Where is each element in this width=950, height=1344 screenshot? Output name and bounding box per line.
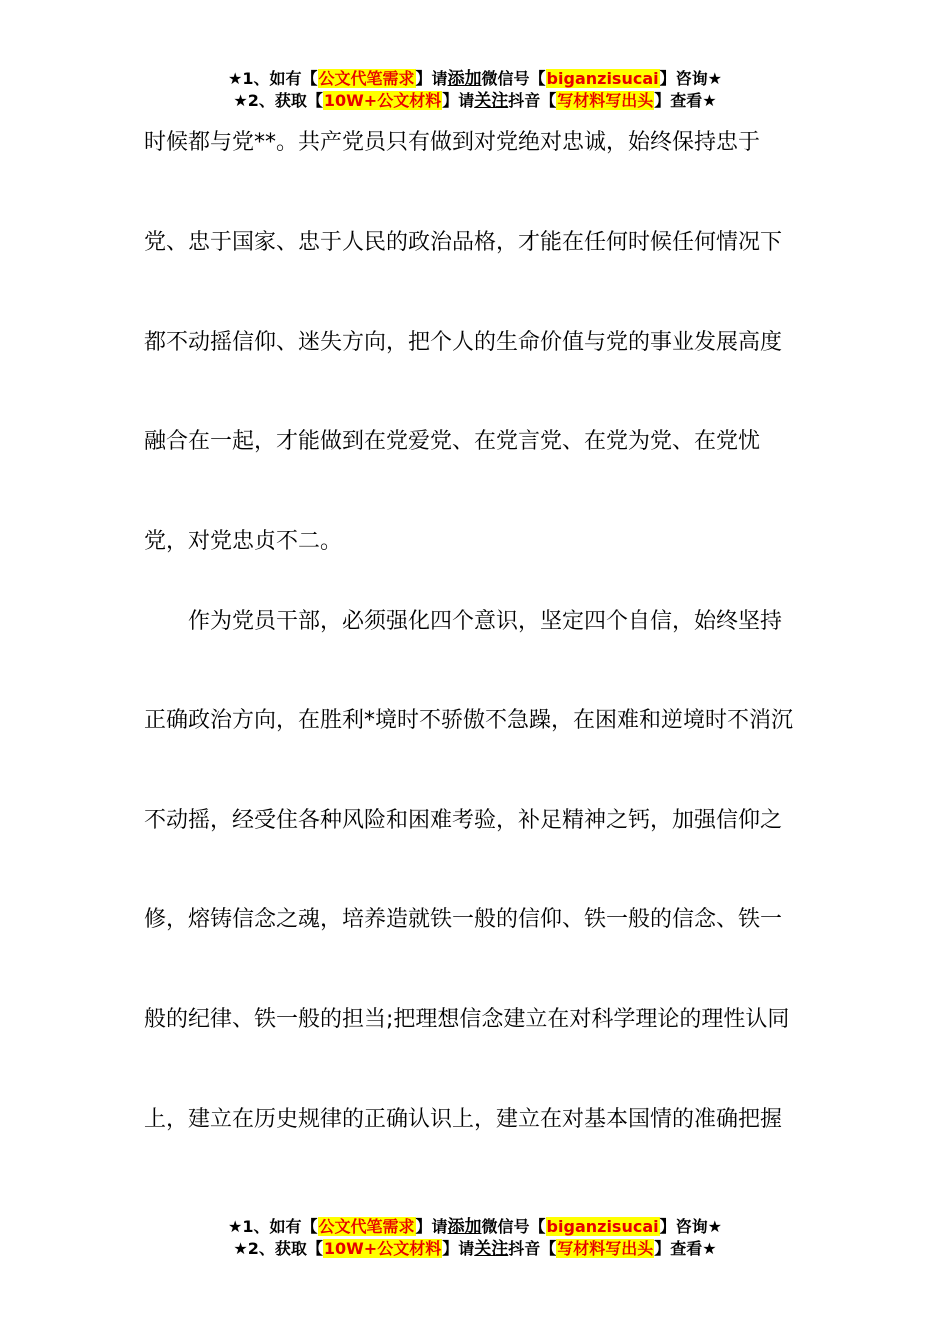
body-line: 都不动摇信仰、迷失方向，把个人的生命价值与党的事业发展高度: [144, 330, 783, 355]
highlight-text: biganzisucai: [546, 1217, 659, 1236]
underlined-text: 关注: [474, 1239, 509, 1259]
banner-text: 】请: [415, 69, 448, 88]
banner-text: 】请: [442, 91, 475, 110]
banner-text: ★2、获取【: [233, 91, 323, 110]
body-line: 时候都与党**。共产党员只有做到对党绝对忠诚，始终保持忠于: [144, 130, 761, 155]
banner-line-2: [0, 1238, 950, 1260]
highlight-text: 写材料写出头: [557, 1239, 654, 1258]
highlight-text: 公文代笔需求: [318, 69, 415, 88]
banner-line-2: [0, 90, 950, 112]
banner-text: 微信号【: [481, 1217, 546, 1236]
body-line: 党、忠于国家、忠于人民的政治品格，才能在任何时候任何情况下: [144, 230, 783, 255]
banner-text: 】咨询★: [659, 69, 722, 88]
underlined-text: 添加: [447, 1217, 482, 1237]
body-line: 作为党员干部，必须强化四个意识，坚定四个自信，始终坚持: [144, 609, 783, 634]
banner-text: 抖音【: [508, 1239, 557, 1258]
body-line: 融合在一起，才能做到在党爱党、在党言党、在党为党、在党忧: [144, 429, 761, 454]
header-banner: [0, 68, 950, 112]
banner-text: 抖音【: [508, 91, 557, 110]
body-line: 不动摇，经受住各种风险和困难考验，补足精神之钙，加强信仰之: [144, 808, 783, 833]
highlight-text: 写材料写出头: [557, 91, 654, 110]
underlined-text: 关注: [474, 91, 509, 111]
highlight-text: 公文代笔需求: [318, 1217, 415, 1236]
body-line: 般的纪律、铁一般的担当;把理想信念建立在对科学理论的理性认同: [144, 1007, 790, 1032]
body-line: 上，建立在历史规律的正确认识上，建立在对基本国情的准确把握: [144, 1107, 783, 1132]
banner-text: 】咨询★: [659, 1217, 722, 1236]
banner-text: 微信号【: [481, 69, 546, 88]
banner-text: ★1、如有【: [228, 69, 318, 88]
body-line: 修，熔铸信念之魂，培养造就铁一般的信仰、铁一般的信念、铁一: [144, 907, 783, 932]
body-line: 党，对党忠贞不二。: [144, 529, 343, 554]
banner-text: 】查看★: [654, 91, 717, 110]
banner-text: 】请: [415, 1217, 448, 1236]
banner-line-1: [0, 68, 950, 90]
footer-banner: [0, 1216, 950, 1260]
body-line: 正确政治方向，在胜利*境时不骄傲不急躁，在困难和逆境时不消沉: [144, 708, 794, 733]
banner-text: 】查看★: [654, 1239, 717, 1258]
banner-text: 】请: [442, 1239, 475, 1258]
highlight-text: 10W+公文材料: [323, 91, 442, 110]
banner-line-1: [0, 1216, 950, 1238]
highlight-text: biganzisucai: [546, 69, 659, 88]
banner-text: ★1、如有【: [228, 1217, 318, 1236]
banner-text: ★2、获取【: [233, 1239, 323, 1258]
highlight-text: 10W+公文材料: [323, 1239, 442, 1258]
underlined-text: 添加: [447, 69, 482, 89]
